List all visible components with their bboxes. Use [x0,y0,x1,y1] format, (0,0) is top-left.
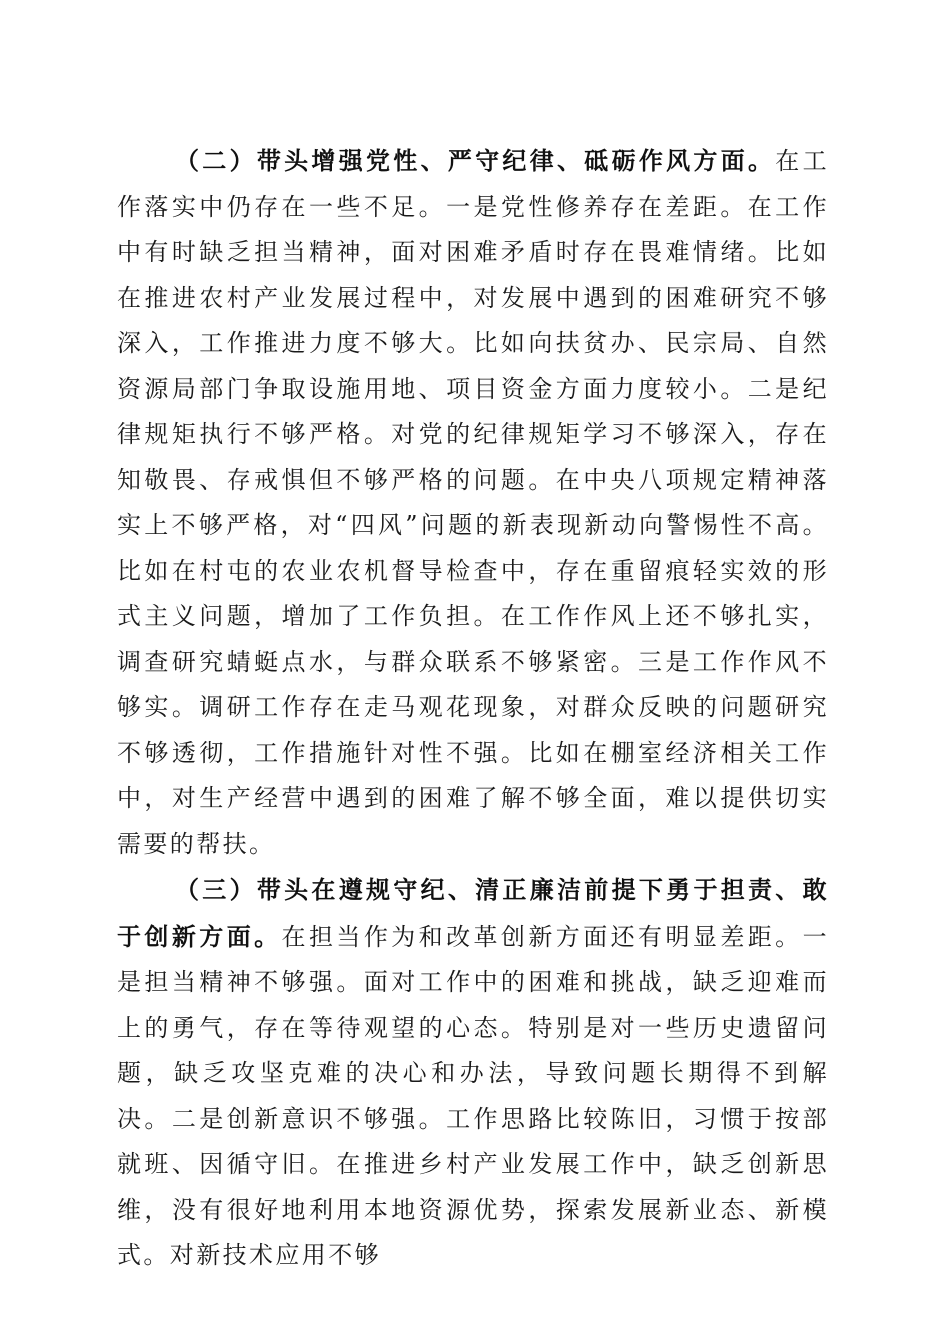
paragraph-2-text: 在工作落实中仍存在一些不足。一是党性修养存在差距。在工作中有时缺乏担当精神，面对困难矛盾时存在畏难情绪。比如在推进农村产业发展过程中，对发展中遇到的困难研究不够深入，工作推进力度不够大。比如向扶贫办、民宗局、自然资源局部门争取设施用地、项目资金方面力度较小。二是纪律规矩执行不够严格。对党的纪律规矩学习不够深入，存在知敬畏、存戒惧但不够严格的问题。在中央八项规定精神落实上不够严格，对“四风”问题的新表现新动向警惕性不高。比如在村屯的农业农机督导检查中，存在重留痕轻实效的形式主义问题，增加了工作负担。在工作作风上还不够扎实，调查研究蜻蜓点水，与群众联系不够紧密。三是工作作风不够实。调研工作存在走马观花现象，对群众反映的问题研究不够透彻，工作措施针对性不强。比如在棚室经济相关工作中，对生产经营中遇到的困难了解不够全面，难以提供切实需要的帮扶。 [117,147,829,858]
paragraph-2 [117,138,829,867]
paragraph-3 [117,867,829,1279]
document-body [117,138,829,1279]
paragraph-2-heading: （二）带头增强党性、严守纪律、砥砺作风方面。 [175,146,776,175]
paragraph-3-text: 在担当作为和改革创新方面还有明显差距。一是担当精神不够强。面对工作中的困难和挑战，缺乏迎难而上的勇气，存在等待观望的心态。特别是对一些历史遗留问题，缺乏攻坚克难的决心和办法，导致问题长期得不到解决。二是创新意识不够强。工作思路比较陈旧，习惯于按部就班、因循守旧。在推进乡村产业发展工作中，缺乏创新思维，没有很好地利用本地资源优势，探索发展新业态、新模式。对新技术应用不够 [117,922,829,1269]
paragraph-3-heading: （三）带头在遵规守纪、清正廉洁前提下勇于担责、敢于创新方面。 [117,875,829,951]
